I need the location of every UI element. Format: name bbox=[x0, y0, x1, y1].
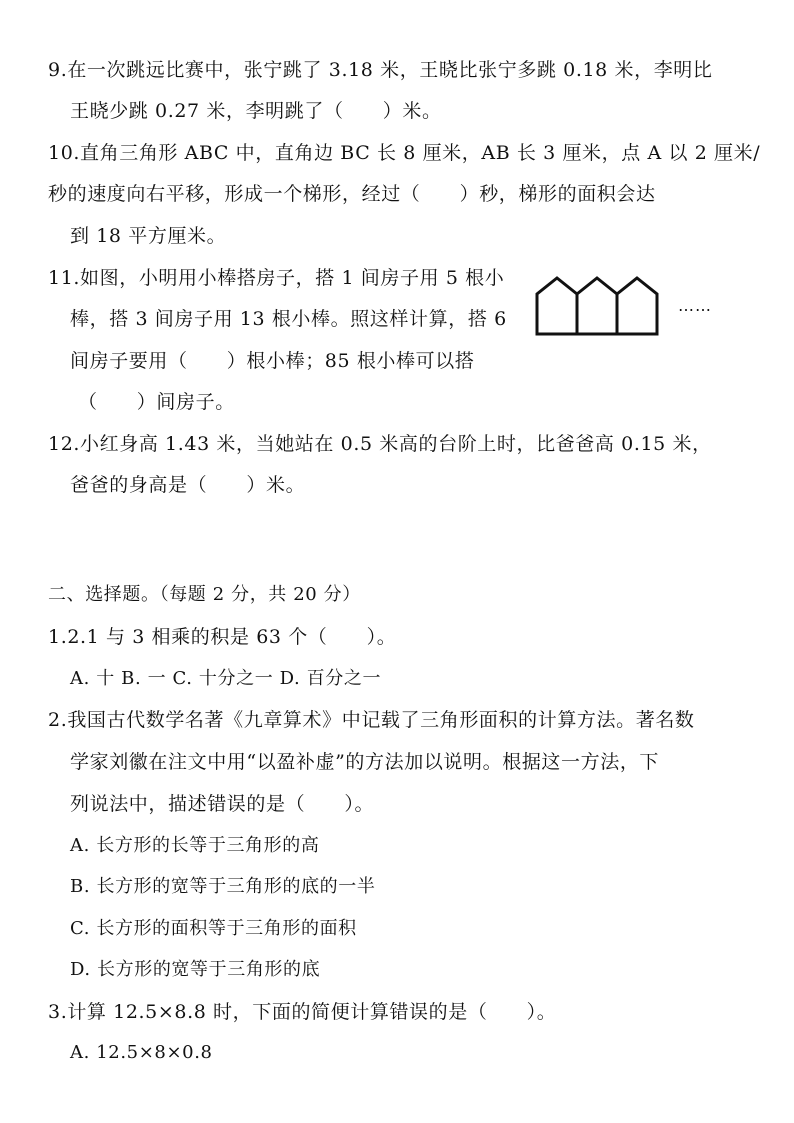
mc-q2-line-2: 学家刘徽在注文中用“以盈补虚”的方法加以说明。根据这一方法，下 bbox=[70, 751, 660, 773]
q9-line-1: 9.在一次跳远比赛中，张宁跳了 3.18 米，王晓比张宁多跳 0.18 米，李明比 bbox=[48, 59, 713, 81]
mc-q2-option-c: C. 长方形的面积等于三角形的面积 bbox=[70, 918, 357, 939]
mc-q3-option-a: A. 12.5×8×0.8 bbox=[70, 1042, 213, 1063]
q11-line-2: 棒，搭 3 间房子用 13 根小棒。照这样计算，搭 6 bbox=[70, 308, 507, 330]
mc-q2-option-d: D. 长方形的宽等于三角形的底 bbox=[70, 959, 321, 980]
q11-line-1: 11.如图，小明用小棒搭房子，搭 1 间房子用 5 根小 bbox=[48, 267, 505, 289]
mc-q2-line-1: 2.我国古代数学名著《九章算术》中记载了三角形面积的计算方法。著名数 bbox=[48, 709, 695, 731]
mc-q3-stem: 3.计算 12.5×8.8 时，下面的简便计算错误的是（ ）。 bbox=[48, 1001, 557, 1023]
continuation-dots: …… bbox=[678, 296, 712, 315]
q12-line-1: 12.小红身高 1.43 米，当她站在 0.5 米高的台阶上时，比爸爸高 0.15 米， bbox=[48, 433, 712, 455]
q10-line-3: 到 18 平方厘米。 bbox=[70, 225, 227, 247]
mc-q2-option-a: A. 长方形的长等于三角形的高 bbox=[70, 835, 320, 856]
q12-line-2: 爸爸的身高是（ ）米。 bbox=[70, 474, 306, 496]
q11-line-3: 间房子要用（ ）根小棒；85 根小棒可以搭 bbox=[70, 350, 475, 372]
q9-line-2: 王晓少跳 0.27 米，李明跳了（ ）米。 bbox=[70, 100, 442, 122]
mc-q1-stem: 1.2.1 与 3 相乘的积是 63 个（ ）。 bbox=[48, 626, 397, 648]
mc-q2-option-b: B. 长方形的宽等于三角形的底的一半 bbox=[70, 876, 376, 897]
mc-q1-options: A. 十 B. 一 C. 十分之一 D. 百分之一 bbox=[70, 668, 382, 689]
houses-outline bbox=[537, 278, 657, 334]
q10-line-1: 10.直角三角形 ABC 中，直角边 BC 长 8 厘米，AB 长 3 厘米，点 A 以 2 厘米/ bbox=[48, 142, 761, 164]
q10-line-2: 秒的速度向右平移，形成一个梯形，经过（ ）秒，梯形的面积会达 bbox=[48, 183, 656, 205]
mc-q2-line-3: 列说法中，描述错误的是（ ）。 bbox=[70, 793, 375, 815]
section-2-heading: 二、选择题。（每题 2 分，共 20 分） bbox=[48, 584, 361, 605]
q11-line-4: （ ）间房子。 bbox=[78, 391, 235, 413]
